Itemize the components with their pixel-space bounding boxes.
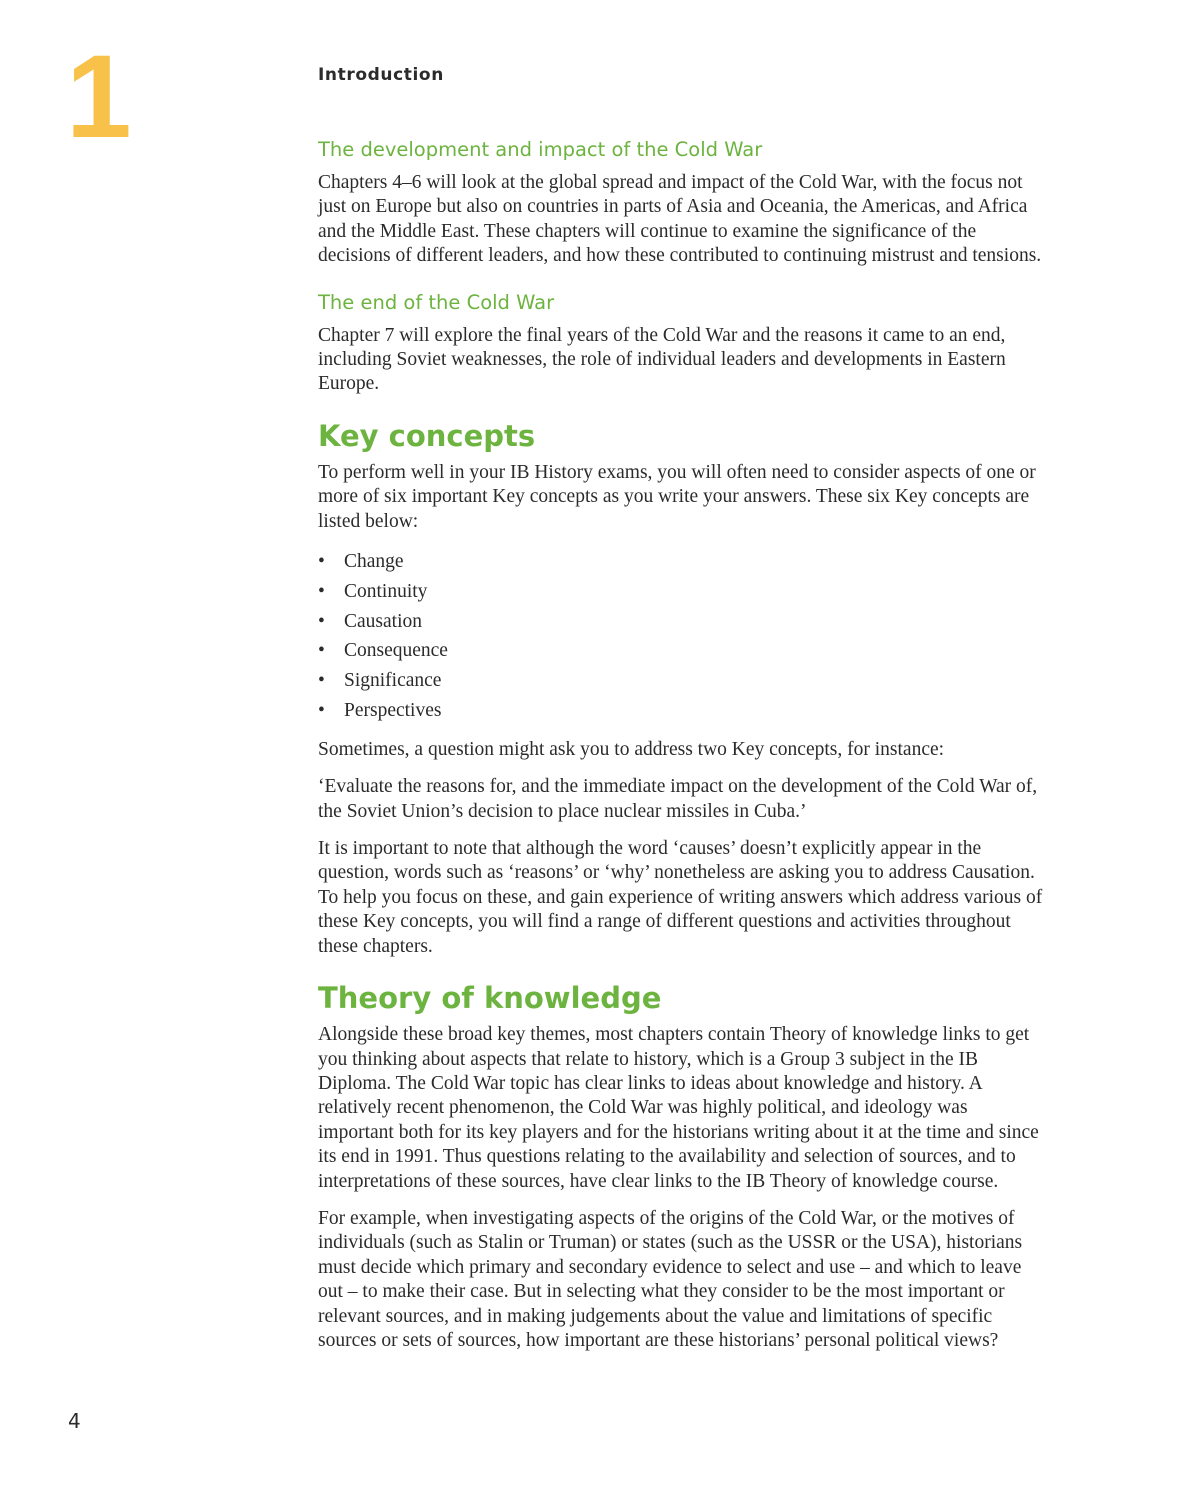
bullet-icon: •	[318, 610, 325, 632]
page-number: 4	[68, 1409, 81, 1433]
running-head: Introduction	[318, 65, 444, 85]
bullet-icon: •	[318, 580, 325, 602]
paragraph-development: Chapters 4–6 will look at the global spread and impact of the Cold War, with the focus not just on Europe but also on countries in parts of Asia and Oceania, the Americas, and Africa and the Middle East. These chapters will continue to examine the significance of the decisions of different leaders, and how these contributed to continuing mistrust and tensions.	[318, 172, 1042, 267]
main-content	[318, 136, 1048, 1366]
paragraph-tok-2: For example, when investigating aspects of the origins of the Cold War, or the motives of individuals (such as Stalin or Truman) or states (such as the USSR or the USA), historians must decide which primary and secondary evidence to select and use – and which to leave out – to make their case. But in selecting what they consider to be the most important or relevant sources, and in making judgements about the value and limitations of specific sources or sets of sources, how important are these historians’ personal political views?	[318, 1207, 1023, 1351]
section-heading-development: The development and impact of the Cold War	[318, 138, 763, 161]
bullet-icon: •	[318, 551, 325, 573]
paragraph-key-concepts-1: Sometimes, a question might ask you to address two Key concepts, for instance:	[318, 738, 945, 760]
bullet-icon: •	[318, 640, 325, 662]
bullet-icon: •	[318, 700, 325, 722]
bullet-icon: •	[318, 670, 325, 692]
paragraph-key-concepts-intro: To perform well in your IB History exams, you will often need to consider aspects of one or more of six important Key concepts as you write your answers. These six Key concepts are listed below:	[318, 461, 1036, 532]
paragraph-end: Chapter 7 will explore the final years of the Cold War and the reasons it came to an end, including Soviet weaknesses, the role of individual leaders and developments in Eastern Europe.	[318, 324, 1006, 395]
heading-key-concepts: Key concepts	[318, 418, 536, 453]
paragraph-key-concepts-2: It is important to note that although the word ‘causes’ doesn’t explicitly appear in the question, words such as ‘reasons’ or ‘why’ nonetheless are asking you to address Causation. To help you focus on these, and gain experience of writing answers which address various of these Key concepts, you will find a range of different questions and activities throughout these chapters.	[318, 838, 1043, 957]
key-concepts-list	[318, 547, 1048, 726]
list-item: • Consequence	[318, 636, 1048, 666]
list-item: • Perspectives	[318, 696, 1048, 726]
heading-theory-of-knowledge: Theory of knowledge	[318, 981, 662, 1016]
list-item: • Causation	[318, 607, 1048, 637]
paragraph-tok-1: Alongside these broad key themes, most chapters contain Theory of knowledge links to get you thinking about aspects that relate to history, which is a Group 3 subject in the IB Diploma. The Cold War topic has clear links to ideas about knowledge and history. A relatively recent phenomenon, the Cold War was highly political, and ideology was important both for its key players and for the historians writing about it at the time and since its end in 1991. Thus questions relating to the availability and selection of sources, and to interpretations of these sources, have clear links to the IB Theory of knowledge course.	[318, 1024, 1039, 1192]
list-item: • Change	[318, 547, 1048, 577]
list-item: • Significance	[318, 666, 1048, 696]
chapter-number: 1	[66, 31, 132, 163]
example-question-quote: ‘Evaluate the reasons for, and the immediate impact on the development of the Cold War of, the Soviet Union’s decision to place nuclear missiles in Cuba.’	[318, 776, 1038, 822]
section-heading-end: The end of the Cold War	[318, 290, 555, 314]
list-item: • Continuity	[318, 577, 1048, 607]
